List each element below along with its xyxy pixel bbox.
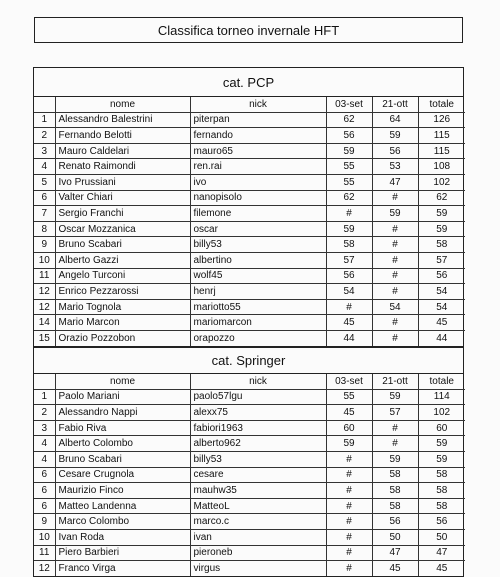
cell-nome: Bruno Scabari xyxy=(55,451,190,467)
cell-03-set: 62 xyxy=(326,112,372,128)
cell-rank: 9 xyxy=(34,237,55,253)
cell-03-set: # xyxy=(326,467,372,483)
header-totale: totale xyxy=(418,97,465,112)
cell-rank: 6 xyxy=(34,190,55,206)
table-row xyxy=(34,420,465,436)
cell-nome: Mario Tognola xyxy=(55,299,190,315)
cell-nick: alberto962 xyxy=(190,436,326,452)
cell-nome: Bruno Scabari xyxy=(55,237,190,253)
cell-nick: virgus xyxy=(190,561,326,576)
header-21-ott: 21-ott xyxy=(372,374,418,389)
cell-21-ott: 58 xyxy=(372,467,418,483)
table-body xyxy=(34,389,465,576)
cell-nome: Renato Raimondi xyxy=(55,159,190,175)
table-row xyxy=(34,545,465,561)
cell-nome: Paolo Mariani xyxy=(55,389,190,405)
cell-rank: 4 xyxy=(34,436,55,452)
cell-totale: 45 xyxy=(418,315,465,331)
cell-03-set: 55 xyxy=(326,174,372,190)
cell-03-set: # xyxy=(326,483,372,499)
cell-totale: 59 xyxy=(418,206,465,222)
cell-totale: 115 xyxy=(418,143,465,159)
cell-nick: billy53 xyxy=(190,237,326,253)
table-row xyxy=(34,284,465,300)
table-row xyxy=(34,389,465,405)
table-row xyxy=(34,143,465,159)
cell-21-ott: 58 xyxy=(372,483,418,499)
cell-03-set: 60 xyxy=(326,420,372,436)
cell-rank: 12 xyxy=(34,284,55,300)
table-row xyxy=(34,467,465,483)
cell-rank: 12 xyxy=(34,561,55,576)
cell-nome: Fernando Belotti xyxy=(55,128,190,144)
cell-nome: Marco Colombo xyxy=(55,514,190,530)
cell-03-set: # xyxy=(326,451,372,467)
table-row xyxy=(34,159,465,175)
cell-totale: 102 xyxy=(418,174,465,190)
cell-nome: Cesare Crugnola xyxy=(55,467,190,483)
cell-21-ott: # xyxy=(372,268,418,284)
table-header-row xyxy=(34,374,465,389)
cell-totale: 59 xyxy=(418,451,465,467)
cell-rank: 12 xyxy=(34,299,55,315)
table-row xyxy=(34,483,465,499)
cell-03-set: # xyxy=(326,498,372,514)
cell-nick: ren.rai xyxy=(190,159,326,175)
table-row xyxy=(34,330,465,345)
cell-rank: 5 xyxy=(34,174,55,190)
cell-rank: 1 xyxy=(34,112,55,128)
cell-nome: Valter Chiari xyxy=(55,190,190,206)
cell-nome: Maurizio Finco xyxy=(55,483,190,499)
cell-nick: mariotto55 xyxy=(190,299,326,315)
cell-nick: ivo xyxy=(190,174,326,190)
cell-rank: 11 xyxy=(34,545,55,561)
header-nick: nick xyxy=(190,97,326,112)
cell-nome: Fabio Riva xyxy=(55,420,190,436)
cell-rank: 4 xyxy=(34,159,55,175)
cell-21-ott: 45 xyxy=(372,561,418,576)
cell-03-set: 54 xyxy=(326,284,372,300)
table-row xyxy=(34,561,465,576)
cell-03-set: 45 xyxy=(326,315,372,331)
cell-nick: paolo57lgu xyxy=(190,389,326,405)
cell-nick: alexx75 xyxy=(190,405,326,421)
table-row xyxy=(34,190,465,206)
cell-nome: Alessandro Balestrini xyxy=(55,112,190,128)
table-row xyxy=(34,451,465,467)
cell-21-ott: # xyxy=(372,221,418,237)
cell-nick: marco.c xyxy=(190,514,326,530)
cell-21-ott: 47 xyxy=(372,545,418,561)
cell-nome: Alessandro Nappi xyxy=(55,405,190,421)
table-row xyxy=(34,405,465,421)
cell-nome: Mario Marcon xyxy=(55,315,190,331)
cell-totale: 54 xyxy=(418,284,465,300)
cell-nome: Mauro Caldelari xyxy=(55,143,190,159)
cell-nick: cesare xyxy=(190,467,326,483)
cell-nome: Angelo Turconi xyxy=(55,268,190,284)
cell-rank: 6 xyxy=(34,467,55,483)
section-pcp xyxy=(33,67,464,347)
cell-03-set: 56 xyxy=(326,268,372,284)
header-nome: nome xyxy=(55,374,190,389)
cell-rank: 10 xyxy=(34,252,55,268)
cell-nick: fabiori1963 xyxy=(190,420,326,436)
cell-nome: Sergio Franchi xyxy=(55,206,190,222)
cell-rank: 10 xyxy=(34,529,55,545)
table-row xyxy=(34,206,465,222)
cell-totale: 114 xyxy=(418,389,465,405)
cell-21-ott: 58 xyxy=(372,498,418,514)
table-row xyxy=(34,221,465,237)
cell-nome: Oscar Mozzanica xyxy=(55,221,190,237)
cell-21-ott: 59 xyxy=(372,451,418,467)
cell-nick: henrj xyxy=(190,284,326,300)
header-rank xyxy=(34,97,55,112)
cell-21-ott: 54 xyxy=(372,299,418,315)
cell-totale: 44 xyxy=(418,330,465,345)
cell-21-ott: 64 xyxy=(372,112,418,128)
document-title xyxy=(34,17,463,43)
cell-03-set: # xyxy=(326,514,372,530)
cell-totale: 57 xyxy=(418,252,465,268)
cell-nick: mariomarcon xyxy=(190,315,326,331)
cell-nick: nanopisolo xyxy=(190,190,326,206)
cell-nome: Enrico Pezzarossi xyxy=(55,284,190,300)
cell-totale: 108 xyxy=(418,159,465,175)
cell-21-ott: # xyxy=(372,190,418,206)
cell-rank: 2 xyxy=(34,128,55,144)
table-row xyxy=(34,174,465,190)
cell-21-ott: 47 xyxy=(372,174,418,190)
cell-rank: 6 xyxy=(34,483,55,499)
table-row xyxy=(34,436,465,452)
cell-totale: 58 xyxy=(418,483,465,499)
cell-21-ott: # xyxy=(372,436,418,452)
cell-totale: 54 xyxy=(418,299,465,315)
table-row xyxy=(34,237,465,253)
header-rank xyxy=(34,374,55,389)
cell-totale: 115 xyxy=(418,128,465,144)
cell-03-set: 62 xyxy=(326,190,372,206)
cell-rank: 14 xyxy=(34,315,55,331)
cell-totale: 102 xyxy=(418,405,465,421)
header-totale: totale xyxy=(418,374,465,389)
cell-03-set: # xyxy=(326,299,372,315)
cell-03-set: 57 xyxy=(326,252,372,268)
table-row xyxy=(34,268,465,284)
cell-rank: 6 xyxy=(34,498,55,514)
cell-totale: 50 xyxy=(418,529,465,545)
cell-nick: wolf45 xyxy=(190,268,326,284)
cell-03-set: 59 xyxy=(326,436,372,452)
header-03-set: 03-set xyxy=(326,97,372,112)
cell-nome: Matteo Landenna xyxy=(55,498,190,514)
cell-nome: Franco Virga xyxy=(55,561,190,576)
cell-21-ott: # xyxy=(372,252,418,268)
cell-rank: 1 xyxy=(34,389,55,405)
cell-21-ott: # xyxy=(372,420,418,436)
cell-totale: 58 xyxy=(418,467,465,483)
cell-rank: 3 xyxy=(34,143,55,159)
cell-nick: MatteoL xyxy=(190,498,326,514)
cell-nick: mauro65 xyxy=(190,143,326,159)
cell-03-set: 55 xyxy=(326,389,372,405)
document-title-text: Classifica torneo invernale HFT xyxy=(157,22,340,38)
cell-nick: orapozzo xyxy=(190,330,326,345)
cell-03-set: 59 xyxy=(326,143,372,159)
cell-totale: 47 xyxy=(418,545,465,561)
section-springer xyxy=(33,347,464,577)
cell-rank: 15 xyxy=(34,330,55,345)
table-row xyxy=(34,128,465,144)
category-title xyxy=(34,348,463,374)
cell-03-set: # xyxy=(326,529,372,545)
cell-21-ott: # xyxy=(372,237,418,253)
cell-21-ott: 57 xyxy=(372,405,418,421)
cell-rank: 11 xyxy=(34,268,55,284)
header-nick: nick xyxy=(190,374,326,389)
cell-nick: fernando xyxy=(190,128,326,144)
table-body xyxy=(34,112,465,345)
header-nome: nome xyxy=(55,97,190,112)
cell-totale: 58 xyxy=(418,237,465,253)
header-03-set: 03-set xyxy=(326,374,372,389)
cell-rank: 4 xyxy=(34,451,55,467)
table-row xyxy=(34,252,465,268)
cell-nick: pieroneb xyxy=(190,545,326,561)
cell-nick: albertino xyxy=(190,252,326,268)
cell-totale: 45 xyxy=(418,561,465,576)
cell-03-set: 55 xyxy=(326,159,372,175)
table-row xyxy=(34,315,465,331)
cell-rank: 2 xyxy=(34,405,55,421)
cell-nick: filemone xyxy=(190,206,326,222)
cell-nome: Alberto Gazzi xyxy=(55,252,190,268)
table-row xyxy=(34,299,465,315)
cell-nick: ivan xyxy=(190,529,326,545)
cell-rank: 9 xyxy=(34,514,55,530)
cell-03-set: 58 xyxy=(326,237,372,253)
category-title-text: cat. PCP xyxy=(222,74,275,90)
cell-21-ott: 56 xyxy=(372,143,418,159)
cell-totale: 126 xyxy=(418,112,465,128)
cell-totale: 60 xyxy=(418,420,465,436)
cell-totale: 56 xyxy=(418,514,465,530)
cell-nick: oscar xyxy=(190,221,326,237)
cell-03-set: 59 xyxy=(326,221,372,237)
cell-nome: Ivo Prussiani xyxy=(55,174,190,190)
cell-03-set: # xyxy=(326,206,372,222)
ranking-table xyxy=(34,374,465,576)
cell-21-ott: # xyxy=(372,315,418,331)
category-title-text: cat. Springer xyxy=(211,353,286,368)
cell-03-set: 56 xyxy=(326,128,372,144)
cell-21-ott: 59 xyxy=(372,206,418,222)
cell-nome: Ivan Roda xyxy=(55,529,190,545)
cell-totale: 58 xyxy=(418,498,465,514)
table-row xyxy=(34,112,465,128)
cell-21-ott: 50 xyxy=(372,529,418,545)
header-21-ott: 21-ott xyxy=(372,97,418,112)
cell-03-set: 45 xyxy=(326,405,372,421)
cell-03-set: 44 xyxy=(326,330,372,345)
cell-nick: billy53 xyxy=(190,451,326,467)
cell-nome: Piero Barbieri xyxy=(55,545,190,561)
category-title xyxy=(34,68,463,97)
cell-21-ott: 53 xyxy=(372,159,418,175)
table-row xyxy=(34,498,465,514)
cell-totale: 62 xyxy=(418,190,465,206)
cell-nome: Alberto Colombo xyxy=(55,436,190,452)
cell-21-ott: 59 xyxy=(372,389,418,405)
cell-totale: 59 xyxy=(418,221,465,237)
ranking-table xyxy=(34,97,465,346)
cell-totale: 56 xyxy=(418,268,465,284)
table-row xyxy=(34,514,465,530)
cell-rank: 7 xyxy=(34,206,55,222)
cell-rank: 8 xyxy=(34,221,55,237)
cell-21-ott: # xyxy=(372,330,418,345)
cell-03-set: # xyxy=(326,545,372,561)
cell-21-ott: # xyxy=(372,284,418,300)
cell-21-ott: 59 xyxy=(372,128,418,144)
cell-03-set: # xyxy=(326,561,372,576)
cell-nome: Orazio Pozzobon xyxy=(55,330,190,345)
table-header-row xyxy=(34,97,465,112)
cell-rank: 3 xyxy=(34,420,55,436)
table-row xyxy=(34,529,465,545)
cell-totale: 59 xyxy=(418,436,465,452)
cell-nick: mauhw35 xyxy=(190,483,326,499)
cell-nick: piterpan xyxy=(190,112,326,128)
cell-21-ott: 56 xyxy=(372,514,418,530)
